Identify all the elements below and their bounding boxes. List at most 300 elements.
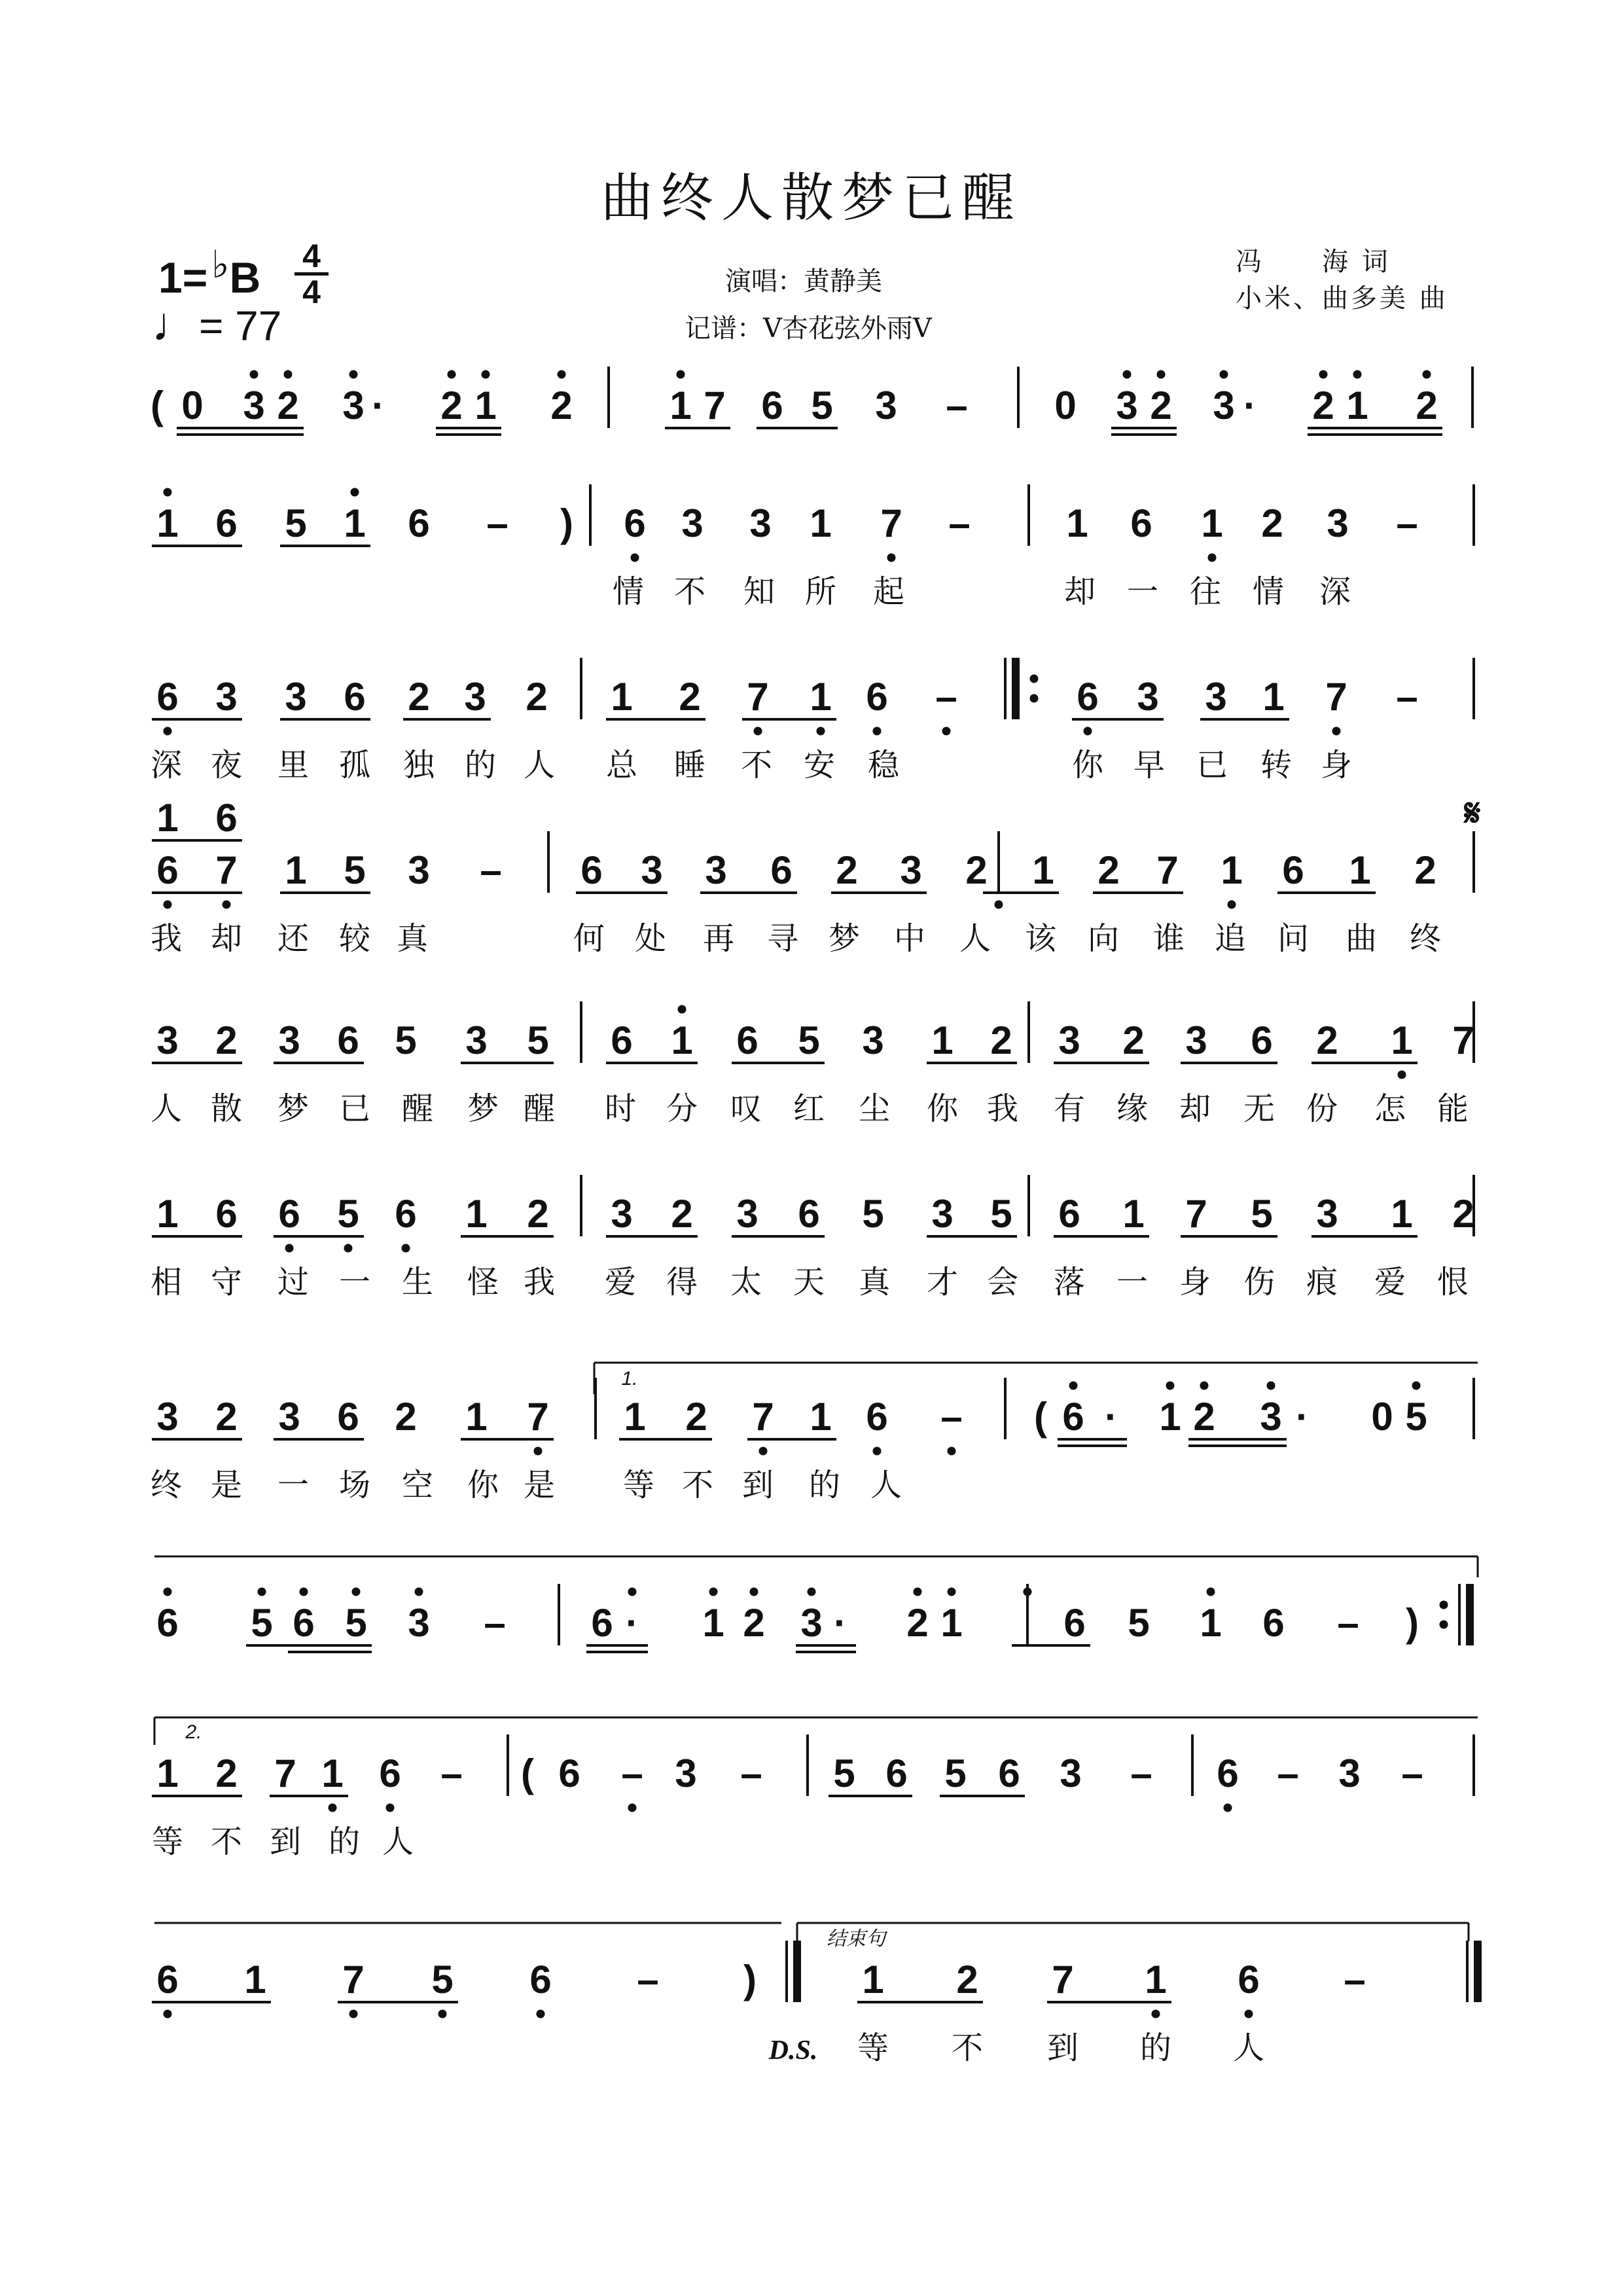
note: 5 — [527, 1018, 549, 1062]
song-title: 曲终人散梦已醒 — [601, 168, 1022, 228]
note: 1 — [624, 1395, 646, 1439]
note: 6 — [591, 1601, 613, 1645]
note: 2 — [743, 1601, 765, 1645]
lyric-char: 早 — [1133, 747, 1166, 783]
transcriber-credit: 记谱：V杏花弦外雨V — [685, 314, 932, 344]
note: 3 — [1060, 1751, 1082, 1795]
octave-dot-below — [942, 727, 951, 736]
note: 7 — [1325, 675, 1347, 719]
note: 5 — [990, 1192, 1012, 1236]
note: 3 — [736, 1192, 758, 1236]
lyric-char: 一 — [338, 1264, 371, 1300]
dash: – — [486, 501, 508, 545]
note: 6 — [1062, 1395, 1084, 1439]
repeat-dot — [1440, 1601, 1448, 1609]
note: 3 — [278, 1395, 300, 1439]
lyric-char: 你 — [467, 1467, 499, 1503]
quarter-note-icon: ♩ — [152, 298, 199, 351]
octave-dot-above — [482, 370, 490, 379]
time-signature-bottom: 4 — [302, 274, 321, 310]
note: 3 — [408, 848, 430, 892]
lyric-char: 得 — [666, 1264, 698, 1300]
key-note: B — [229, 253, 261, 302]
note: 2 — [215, 1395, 238, 1439]
dash: – — [484, 1601, 506, 1645]
note: 3 — [749, 501, 772, 545]
note: 6 — [293, 1601, 315, 1645]
lyric-char: 睡 — [673, 747, 706, 783]
note: 1 — [1262, 675, 1285, 719]
lyric-char: 我 — [986, 1090, 1019, 1127]
dash: – — [948, 501, 971, 545]
note: · — [1296, 1395, 1309, 1439]
note: 6 — [1058, 1192, 1080, 1236]
lyric-char: 时 — [604, 1090, 637, 1127]
note: 3 — [1205, 675, 1227, 719]
lyric-char: 孤 — [338, 747, 371, 783]
time-signature-top: 4 — [302, 238, 321, 274]
lyric-char: 还 — [277, 920, 310, 957]
octave-dot-above — [250, 370, 259, 379]
octave-dot-below — [1084, 727, 1092, 736]
note: 6 — [1282, 848, 1304, 892]
dash: – — [1396, 501, 1418, 545]
note: 3 — [278, 1018, 300, 1062]
octave-dot-below — [754, 727, 762, 736]
key-prefix: 1= — [158, 253, 208, 302]
octave-dot-below — [164, 727, 172, 736]
octave-dot-below — [817, 727, 825, 736]
octave-dot-below — [631, 554, 639, 562]
lyric-char: 我 — [523, 1264, 556, 1300]
note: 6 — [998, 1751, 1020, 1795]
lyric-char: 情 — [612, 573, 645, 610]
note: 1 — [1201, 501, 1223, 545]
lyric-char: 一 — [1116, 1264, 1149, 1300]
note: 1 — [1159, 1395, 1181, 1439]
note: 3 — [611, 1192, 633, 1236]
note: 6 — [1130, 501, 1152, 545]
note: 1 — [810, 675, 832, 719]
lyric-char: 相 — [150, 1264, 183, 1300]
lyric-char: 一 — [1126, 573, 1159, 610]
repeat-dot — [1030, 694, 1039, 703]
note: 1 — [702, 1601, 724, 1645]
lyric-char: 落 — [1053, 1264, 1086, 1300]
lyric-char: 才 — [926, 1264, 959, 1300]
note: 2 — [1261, 501, 1283, 545]
note: 7 — [274, 1751, 296, 1795]
note: 1 — [1391, 1018, 1413, 1062]
lyric-char: 梦 — [828, 920, 861, 957]
octave-dot-below — [759, 1447, 768, 1456]
octave-dot-above — [677, 370, 685, 379]
note: 3 — [862, 1018, 884, 1062]
note: 6 — [215, 1192, 238, 1236]
lyric-char: 是 — [523, 1467, 556, 1503]
lyric-char: 散 — [210, 1090, 243, 1127]
lyric-char: 伤 — [1243, 1264, 1275, 1300]
lyric-char: 深 — [150, 747, 183, 783]
note: 5 — [944, 1751, 967, 1795]
note: 1 — [1346, 384, 1368, 427]
note: 7 — [1185, 1192, 1207, 1236]
lyric-char: 独 — [402, 747, 435, 783]
note: 0 — [1054, 384, 1077, 427]
lyric-char: 怎 — [1374, 1090, 1406, 1127]
lyric-char: 人 — [1232, 2030, 1265, 2066]
note: 6 — [580, 848, 603, 892]
octave-dot-above — [352, 1588, 361, 1596]
note: 7 — [1052, 1958, 1074, 2001]
note: 3 — [931, 1192, 954, 1236]
note: 3 — [1185, 1018, 1207, 1062]
lyric-char: 人 — [870, 1467, 902, 1503]
lyric-char: 爱 — [1374, 1264, 1406, 1300]
note: 2 — [1097, 848, 1120, 892]
note: 2 — [1416, 384, 1438, 427]
note: 3 — [464, 675, 486, 719]
lyric-char: 却 — [1063, 573, 1096, 610]
lyric-char: 知 — [743, 573, 776, 610]
octave-dot-above — [808, 1588, 816, 1596]
segno-sign: 𝄋 — [1464, 791, 1481, 835]
lyric-char: 情 — [1252, 573, 1285, 610]
lyric-char: 份 — [1306, 1090, 1338, 1127]
note: 5 — [345, 1601, 367, 1645]
note: 2 — [1316, 1018, 1338, 1062]
note: 2 — [1150, 384, 1172, 427]
note: 6 — [866, 1395, 888, 1439]
octave-dot-above — [1353, 370, 1362, 379]
lyric-char: 却 — [210, 920, 243, 957]
note: 5 — [833, 1751, 855, 1795]
lyric-char: 醒 — [401, 1090, 434, 1127]
note: 2 — [440, 384, 463, 427]
octave-dot-above — [558, 370, 566, 379]
note: 7 — [1452, 1018, 1474, 1062]
bracket: ) — [743, 1958, 757, 2001]
octave-dot-above — [1207, 1588, 1215, 1596]
note: 5 — [344, 848, 366, 892]
lyric-char: 处 — [634, 920, 667, 957]
lyric-char: 爱 — [604, 1264, 637, 1300]
note: 3 — [156, 1018, 179, 1062]
bracket: ) — [560, 501, 573, 545]
note: 2 — [671, 1192, 693, 1236]
lyric-char: 等 — [857, 2030, 889, 2066]
note: 6 — [798, 1192, 820, 1236]
lyric-char: 尘 — [858, 1090, 891, 1127]
lyric-char: 叹 — [730, 1090, 762, 1127]
lyric-char: 追 — [1214, 920, 1247, 957]
dash: – — [946, 384, 968, 427]
octave-dot-above — [448, 370, 456, 379]
note: 3 — [1316, 1192, 1338, 1236]
note: 5 — [862, 1192, 884, 1236]
lyric-char: 不 — [681, 1467, 714, 1503]
lyric-char: 无 — [1243, 1090, 1275, 1127]
note: 0 — [1371, 1395, 1393, 1439]
note: 3 — [408, 1601, 430, 1645]
note: 0 — [181, 384, 204, 427]
note: 6 — [1262, 1601, 1285, 1645]
note: 6 — [156, 1958, 179, 2001]
note: 2 — [906, 1601, 929, 1645]
dash: – — [1130, 1751, 1152, 1795]
lyric-char: 到 — [741, 1467, 774, 1503]
lyricist-credit: 冯 海 词 — [1236, 247, 1391, 277]
lyric-char: 守 — [210, 1264, 243, 1300]
repeat-dot — [1440, 1621, 1448, 1629]
lyric-char: 却 — [1179, 1090, 1211, 1127]
note: 6 — [736, 1018, 758, 1062]
note: 5 — [1128, 1601, 1150, 1645]
lyric-char: 怪 — [467, 1264, 499, 1300]
lyric-char: 身 — [1320, 747, 1353, 783]
octave-dot-below — [534, 1447, 543, 1456]
lyric-char: 身 — [1179, 1264, 1211, 1300]
note: · — [1105, 1395, 1118, 1439]
note: 5 — [1405, 1395, 1427, 1439]
note: 7 — [752, 1395, 774, 1439]
note: 1 — [344, 501, 366, 545]
octave-dot-above — [1123, 370, 1132, 379]
lyric-char: 人 — [959, 920, 991, 957]
note: 6 — [624, 501, 646, 545]
lyric-char: 已 — [1196, 747, 1228, 783]
note: 5 — [811, 384, 833, 427]
octave-dot-above — [678, 1005, 687, 1014]
note: 1 — [862, 1958, 884, 2001]
note: 1 — [285, 848, 307, 892]
lyric-char: 稳 — [867, 747, 900, 783]
note: 3 — [215, 675, 238, 719]
octave-dot-below — [873, 727, 882, 736]
note: 6 — [1217, 1751, 1239, 1795]
note: 2 — [679, 675, 701, 719]
octave-dot-above — [349, 370, 358, 379]
note: 7 — [704, 384, 726, 427]
octave-dot-above — [284, 370, 293, 379]
dash: – — [440, 1751, 463, 1795]
note: 1 — [611, 675, 633, 719]
note: 3 — [156, 1395, 179, 1439]
note: · — [1243, 384, 1257, 427]
dash: – — [740, 1751, 762, 1795]
lyric-char: 的 — [328, 1823, 361, 1860]
note: 1 — [244, 1958, 266, 2001]
note: 3 — [1260, 1395, 1282, 1439]
composer-credit: 小米、曲多美 曲 — [1236, 283, 1448, 314]
note: 1 — [156, 501, 179, 545]
lyric-char: 的 — [808, 1467, 841, 1503]
lyric-char: 是 — [210, 1467, 243, 1503]
note: 6 — [761, 384, 783, 427]
note: 6 — [344, 675, 366, 719]
bracket: ( — [1034, 1395, 1047, 1439]
note: 6 — [611, 1018, 633, 1062]
note: 3 — [681, 501, 704, 545]
lyric-char: 往 — [1189, 573, 1222, 610]
octave-dot-below — [873, 1447, 882, 1456]
octave-dot-below — [948, 1447, 956, 1456]
note: 1 — [931, 1018, 954, 1062]
note: 2 — [408, 675, 430, 719]
note: 1 — [810, 1395, 832, 1439]
repeat-dot — [1030, 675, 1039, 683]
lyric-char: 不 — [673, 573, 706, 610]
note: 1 — [1145, 1958, 1167, 2001]
lyric-char: 安 — [803, 747, 836, 783]
lyric-char: 的 — [464, 747, 497, 783]
lyric-char: 向 — [1087, 920, 1120, 957]
note: 7 — [1156, 848, 1179, 892]
octave-dot-below — [1152, 2010, 1160, 2018]
lyric-char: 人 — [382, 1823, 414, 1860]
note: 1 — [1349, 848, 1371, 892]
note: 5 — [285, 501, 307, 545]
note: 7 — [880, 501, 902, 545]
note: · — [372, 384, 385, 427]
note: 6 — [156, 1601, 179, 1645]
lyric-char: 问 — [1277, 920, 1310, 957]
note: 1 — [1032, 848, 1054, 892]
dash: – — [1337, 1601, 1359, 1645]
dash: – — [637, 1958, 659, 2001]
note: 3 — [800, 1601, 823, 1645]
dash: – — [1401, 1751, 1423, 1795]
lyric-char: 红 — [793, 1090, 825, 1127]
octave-dot-above — [351, 488, 359, 497]
lyric-char: 再 — [702, 920, 735, 957]
dash: – — [1277, 1751, 1299, 1795]
lyric-char: 总 — [605, 747, 638, 783]
note: 5 — [798, 1018, 820, 1062]
octave-dot-above — [1200, 1382, 1209, 1390]
note: 2 — [836, 848, 858, 892]
dash: – — [1396, 675, 1418, 719]
note: 1 — [940, 1601, 963, 1645]
bracket: ( — [151, 384, 164, 427]
alternate-note: 1 — [156, 796, 179, 840]
lyric-char: 终 — [150, 1467, 183, 1503]
lyric-char: 中 — [893, 920, 926, 957]
note: 6 — [1063, 1601, 1086, 1645]
note: 6 — [885, 1751, 908, 1795]
lyric-char: 深 — [1319, 573, 1351, 610]
lyric-char: 不 — [951, 2030, 984, 2066]
octave-dot-above — [1220, 370, 1228, 379]
lyric-char: 人 — [150, 1090, 183, 1127]
note: 1 — [1391, 1192, 1413, 1236]
note: 5 — [431, 1958, 454, 2001]
coda-label: 结束句 — [827, 1928, 885, 1950]
note: 1 — [156, 1751, 179, 1795]
octave-dot-above — [164, 1588, 172, 1596]
lyric-char: 起 — [872, 573, 905, 610]
note: 2 — [526, 675, 548, 719]
lyric-char: 痕 — [1306, 1264, 1338, 1300]
volta-1-label: 1. — [621, 1368, 638, 1390]
note: 3 — [1213, 384, 1235, 427]
lyric-char: 恨 — [1436, 1264, 1469, 1300]
lyric-char: 空 — [401, 1467, 434, 1503]
octave-dot-below — [329, 1804, 337, 1812]
note: 6 — [278, 1192, 300, 1236]
note: 6 — [1077, 675, 1099, 719]
lyric-char: 人 — [523, 747, 556, 783]
octave-dot-above — [1267, 1382, 1275, 1390]
note: 6 — [408, 501, 430, 545]
lyric-char: 到 — [1046, 2030, 1079, 2066]
note: 2 — [215, 1751, 238, 1795]
note: 3 — [1116, 384, 1138, 427]
note: 6 — [337, 1018, 359, 1062]
dal-segno-marking: D.S. — [768, 2036, 818, 2066]
octave-dot-below — [285, 1244, 294, 1253]
note: · — [834, 1601, 847, 1645]
octave-dot-above — [709, 1588, 718, 1596]
note: 6 — [529, 1958, 552, 2001]
lyric-char: 分 — [666, 1090, 698, 1127]
note: 5 — [395, 1018, 417, 1062]
note: 3 — [243, 384, 265, 427]
octave-dot-above — [1166, 1382, 1175, 1390]
note: 6 — [156, 848, 179, 892]
lyric-char: 会 — [986, 1264, 1019, 1300]
note: 2 — [215, 1018, 238, 1062]
note: 1 — [810, 501, 832, 545]
note: 3 — [1137, 675, 1159, 719]
note: 6 — [1251, 1018, 1273, 1062]
octave-dot-below — [887, 554, 896, 562]
octave-dot-above — [258, 1588, 266, 1596]
octave-dot-below — [164, 901, 172, 909]
lyric-char: 里 — [277, 747, 310, 783]
lyric-char: 生 — [401, 1264, 434, 1300]
note: 2 — [1312, 384, 1334, 427]
octave-dot-below — [349, 2010, 358, 2018]
lyric-char: 有 — [1053, 1090, 1086, 1127]
note: 1 — [669, 384, 692, 427]
note: 1 — [474, 384, 497, 427]
note: 1 — [156, 1192, 179, 1236]
octave-dot-below — [386, 1804, 395, 1812]
note: 6 — [770, 848, 793, 892]
octave-dot-below — [1228, 901, 1236, 909]
note: 3 — [1058, 1018, 1080, 1062]
dash: – — [1344, 1958, 1366, 2001]
octave-dot-above — [300, 1588, 308, 1596]
octave-dot-below — [164, 2010, 172, 2018]
lyric-char: 我 — [150, 920, 183, 957]
note: 1 — [1122, 1192, 1145, 1236]
note: 3 — [641, 848, 663, 892]
lyric-char: 不 — [210, 1823, 243, 1860]
flat-sign: ♭ — [211, 243, 230, 286]
note: 3 — [285, 675, 307, 719]
octave-dot-above — [914, 1588, 922, 1596]
lyric-char: 较 — [338, 920, 371, 957]
note: 2 — [277, 384, 299, 427]
note: 3 — [900, 848, 922, 892]
note: 6 — [156, 675, 179, 719]
octave-dot-above — [750, 1588, 758, 1596]
lyric-char: 该 — [1024, 920, 1057, 957]
lyric-char: 真 — [858, 1264, 891, 1300]
octave-dot-below — [402, 1244, 410, 1253]
